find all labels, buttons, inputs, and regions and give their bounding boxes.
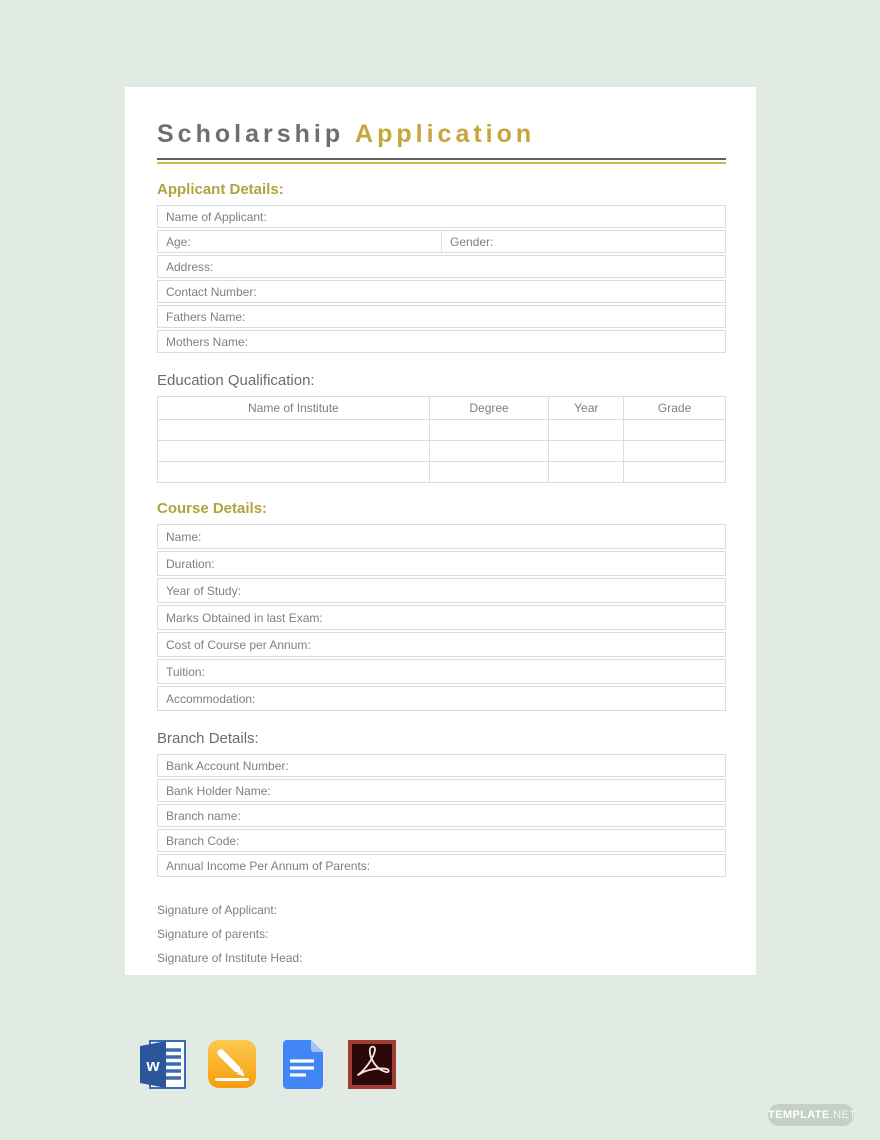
- signature-of-applicant: Signature of Applicant:: [157, 903, 278, 917]
- field-label: Tuition:: [166, 665, 205, 679]
- field-label: Name of Applicant:: [166, 210, 267, 224]
- document-title: [157, 120, 726, 149]
- microsoft-word-icon[interactable]: [135, 1037, 189, 1092]
- document-card: [125, 87, 756, 975]
- column-year: Year: [549, 397, 624, 420]
- apple-pages-icon[interactable]: [205, 1037, 259, 1092]
- field-marks-obtained[interactable]: [157, 605, 726, 630]
- field-name-of-applicant[interactable]: [157, 205, 726, 228]
- education-empty-row: [158, 462, 726, 483]
- field-annual-income[interactable]: [157, 854, 726, 877]
- field-label: Branch name:: [166, 809, 241, 823]
- field-bank-holder-name[interactable]: [157, 779, 726, 802]
- education-cell[interactable]: [158, 462, 430, 483]
- education-header-row: [158, 397, 726, 420]
- field-label: Fathers Name:: [166, 310, 246, 324]
- signature-section: [157, 898, 726, 970]
- education-cell[interactable]: [549, 441, 624, 462]
- field-course-name[interactable]: [157, 524, 726, 549]
- field-label: Accommodation:: [166, 692, 256, 706]
- field-label: Name:: [166, 530, 202, 544]
- signature-of-institute-head: Signature of Institute Head:: [157, 951, 303, 965]
- education-qualification-heading: Education Qualification:: [157, 372, 315, 389]
- field-age[interactable]: [158, 231, 442, 252]
- title-divider: [157, 158, 726, 164]
- field-tuition[interactable]: [157, 659, 726, 684]
- education-cell[interactable]: [624, 462, 726, 483]
- education-empty-row: [158, 441, 726, 462]
- field-gender[interactable]: [442, 231, 725, 252]
- field-label: Bank Holder Name:: [166, 784, 271, 798]
- column-grade: Grade: [624, 397, 726, 420]
- column-name-of-institute: Name of Institute: [158, 397, 430, 420]
- google-docs-icon[interactable]: [275, 1037, 329, 1092]
- field-label: Gender:: [450, 235, 494, 249]
- course-details-heading: Course Details:: [157, 500, 268, 517]
- education-cell[interactable]: [158, 441, 430, 462]
- field-cost-of-course[interactable]: [157, 632, 726, 657]
- field-label: Age:: [166, 235, 191, 249]
- education-cell[interactable]: [158, 420, 430, 441]
- education-table: [157, 396, 726, 483]
- field-year-of-study[interactable]: [157, 578, 726, 603]
- field-address[interactable]: [157, 255, 726, 278]
- field-branch-code[interactable]: [157, 829, 726, 852]
- applicant-details-heading: Applicant Details:: [157, 181, 284, 198]
- course-details-fields: [157, 524, 726, 711]
- field-label: Cost of Course per Annum:: [166, 638, 311, 652]
- education-cell[interactable]: [624, 420, 726, 441]
- column-degree: Degree: [429, 397, 549, 420]
- education-cell[interactable]: [549, 420, 624, 441]
- badge-brand-light: .NET: [829, 1109, 857, 1121]
- field-branch-name[interactable]: [157, 804, 726, 827]
- svg-text:w: w: [146, 1056, 160, 1075]
- field-contact-number[interactable]: [157, 280, 726, 303]
- field-label: Duration:: [166, 557, 215, 571]
- field-label: Annual Income Per Annum of Parents:: [166, 859, 371, 873]
- education-cell[interactable]: [429, 420, 549, 441]
- field-age-gender-row: [157, 230, 726, 253]
- branch-details-heading: Branch Details:: [157, 730, 259, 747]
- applicant-details-fields: [157, 205, 726, 353]
- template-net-badge: [768, 1104, 857, 1126]
- field-label: Contact Number:: [166, 285, 257, 299]
- field-accommodation[interactable]: [157, 686, 726, 711]
- field-label: Year of Study:: [166, 584, 241, 598]
- field-fathers-name[interactable]: [157, 305, 726, 328]
- education-cell[interactable]: [429, 441, 549, 462]
- education-cell[interactable]: [429, 462, 549, 483]
- field-label: Address:: [166, 260, 214, 274]
- education-cell[interactable]: [624, 441, 726, 462]
- field-label: Marks Obtained in last Exam:: [166, 611, 323, 625]
- badge-brand-bold: TEMPLATE: [768, 1109, 830, 1121]
- field-bank-account-number[interactable]: [157, 754, 726, 777]
- adobe-acrobat-icon[interactable]: [345, 1037, 399, 1092]
- file-format-icons: [135, 1037, 399, 1092]
- field-label: Branch Code:: [166, 834, 240, 848]
- field-label: Bank Account Number:: [166, 759, 289, 773]
- education-cell[interactable]: [549, 462, 624, 483]
- branch-details-fields: [157, 754, 726, 877]
- title-word-scholarship: Scholarship: [157, 120, 345, 148]
- title-word-application: Application: [355, 120, 536, 148]
- signature-of-parents: Signature of parents:: [157, 927, 269, 941]
- education-empty-row: [158, 420, 726, 441]
- field-mothers-name[interactable]: [157, 330, 726, 353]
- field-label: Mothers Name:: [166, 335, 249, 349]
- field-duration[interactable]: [157, 551, 726, 576]
